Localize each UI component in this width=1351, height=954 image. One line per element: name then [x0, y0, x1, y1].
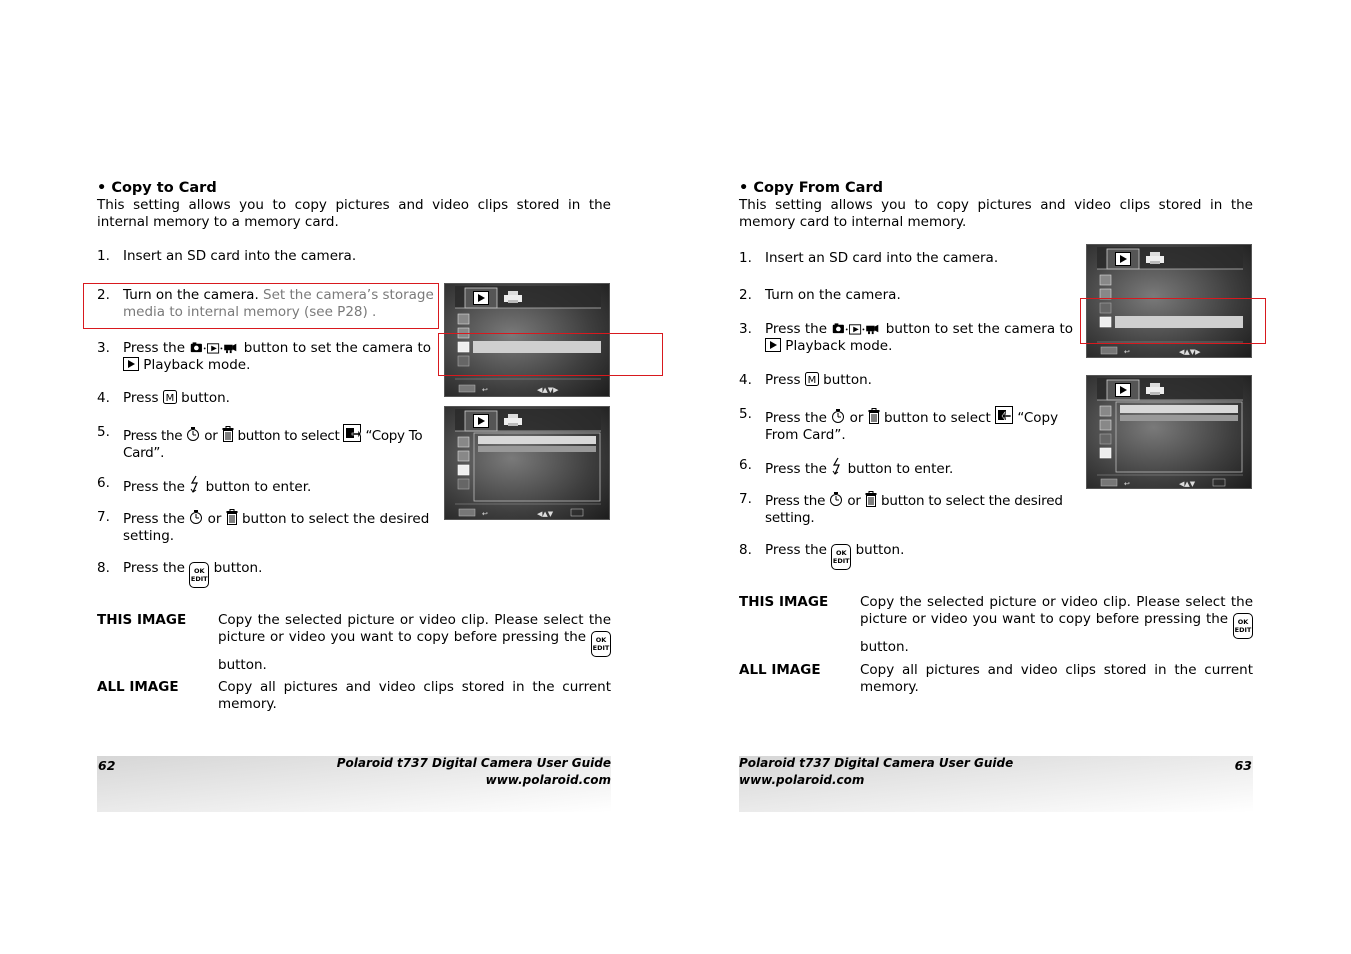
highlight-box-step-2 — [83, 283, 439, 329]
right-page-number: 63 — [1234, 758, 1252, 773]
right-option-this-image: THIS IMAGE — [739, 594, 829, 610]
playback-icon — [123, 357, 139, 371]
menu-m-icon — [805, 372, 819, 386]
left-option-all-image: ALL IMAGE — [97, 679, 179, 695]
flash-icon — [831, 457, 843, 475]
camera-mode-icon — [189, 341, 239, 354]
trash-icon — [865, 491, 877, 507]
camera-mode-icon — [831, 322, 881, 335]
svg-text:◀▲▼▶: ◀▲▼▶ — [537, 386, 559, 394]
svg-text:↩: ↩ — [482, 386, 488, 394]
right-intro: This setting allows you to copy pictures and video clips stored in the memory card to internal memory. — [739, 197, 1253, 230]
right-footer-title: Polaroid t737 Digital Camera User Guide — [739, 756, 1014, 770]
self-timer-icon — [829, 491, 843, 507]
step-2-text: Turn on the camera. — [123, 287, 259, 303]
playback-icon — [765, 338, 781, 352]
svg-text:↩: ↩ — [1124, 480, 1130, 488]
self-timer-icon — [186, 426, 200, 442]
left-option-this-image: THIS IMAGE — [97, 612, 187, 628]
right-option-all-image: ALL IMAGE — [739, 662, 821, 678]
left-heading: • Copy to Card — [97, 180, 217, 196]
right-camera-screen-2 — [1086, 375, 1252, 489]
left-option-this-image-desc: Copy the selected picture or video clip. Please select the picture or video you want to copy before pressing the OK EDIT button. — [218, 612, 611, 673]
highlight-box-screen — [438, 333, 663, 376]
menu-m-icon — [163, 390, 177, 404]
right-option-all-image-desc: Copy all pictures and video clips stored in the current memory. — [860, 662, 1253, 695]
svg-text:↩: ↩ — [482, 510, 488, 518]
svg-text:◀▲▼▶: ◀▲▼▶ — [1179, 348, 1201, 356]
right-heading: • Copy From Card — [739, 180, 884, 196]
trash-icon — [868, 408, 880, 424]
left-intro: This setting allows you to copy pictures and video clips stored in the internal memory to a memory card. — [97, 197, 611, 230]
svg-text:↩: ↩ — [1124, 348, 1130, 356]
self-timer-icon — [189, 509, 203, 525]
left-option-all-image-desc: Copy all pictures and video clips stored in the current memory. — [218, 679, 611, 712]
trash-icon — [222, 426, 234, 442]
left-footer-title: Polaroid t737 Digital Camera User Guide — [336, 756, 611, 770]
svg-text:◀▲▼: ◀▲▼ — [537, 510, 554, 518]
left-page-number: 62 — [98, 758, 116, 773]
step-2-note: Set the camera’s storage media to internal memory (see P28) . — [123, 287, 434, 320]
ok-edit-icon: OK EDIT — [1233, 613, 1253, 639]
copy-from-card-icon — [995, 406, 1013, 424]
left-footer-url: www.polaroid.com — [485, 773, 611, 787]
right-footer-url: www.polaroid.com — [739, 773, 865, 787]
ok-edit-icon: OK EDIT — [831, 544, 851, 570]
flash-icon — [189, 475, 201, 493]
left-camera-screen-2 — [444, 406, 610, 520]
highlight-box-screen-right — [1080, 298, 1266, 344]
svg-text:◀▲▼: ◀▲▼ — [1179, 480, 1196, 488]
ok-edit-icon: OK EDIT — [189, 562, 209, 588]
copy-to-card-icon — [343, 424, 361, 442]
self-timer-icon — [831, 408, 845, 424]
trash-icon — [226, 509, 238, 525]
right-option-this-image-desc: Copy the selected picture or video clip. Please select the picture or video you want to copy before pressing the OK EDIT button. — [860, 594, 1253, 655]
ok-edit-icon: OK EDIT — [591, 631, 611, 657]
